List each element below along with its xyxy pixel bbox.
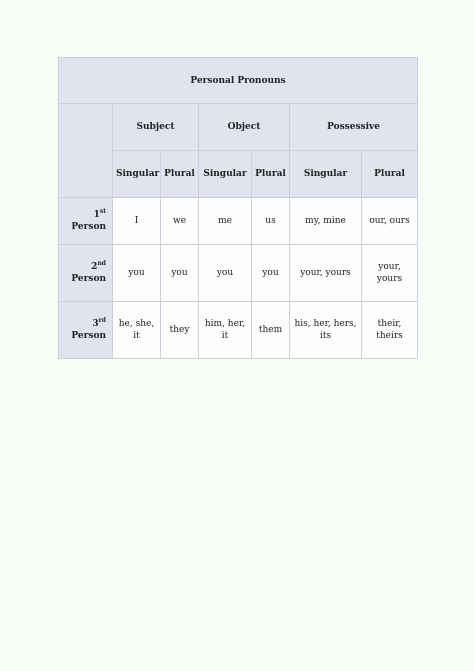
ordinal-suffix: st (99, 208, 106, 215)
cell-object-plural: them (252, 302, 290, 359)
group-possessive-header: Possessive (290, 104, 418, 151)
group-subject-header: Subject (113, 104, 199, 151)
possessive-singular-header: Singular (290, 151, 362, 198)
cell-object-plural: us (252, 198, 290, 245)
cell-possessive-singular: my, mine (290, 198, 362, 245)
cell-possessive-plural: your, yours (362, 245, 418, 302)
row-header-first-person (59, 198, 113, 245)
cell-object-plural: you (252, 245, 290, 302)
object-plural-header: Plural (252, 151, 290, 198)
cell-subject-singular: you (113, 245, 161, 302)
row-header-second-person (59, 245, 113, 302)
table-title: Personal Pronouns (59, 58, 418, 104)
title-row (59, 58, 418, 104)
possessive-plural-header: Plural (362, 151, 418, 198)
number-header-row (59, 151, 418, 198)
group-object-header: Object (199, 104, 290, 151)
ordinal-number: 1 (93, 210, 100, 220)
subject-singular-header: Singular (113, 151, 161, 198)
person-label: Person (71, 274, 106, 284)
table-row (59, 245, 418, 302)
corner-cell (59, 104, 113, 198)
person-label: Person (71, 331, 106, 341)
row-header-third-person (59, 302, 113, 359)
cell-subject-singular: he, she, it (113, 302, 161, 359)
ordinal-number: 2 (91, 262, 98, 272)
cell-possessive-plural: their, theirs (362, 302, 418, 359)
cell-possessive-singular: his, her, hers, its (290, 302, 362, 359)
table-row (59, 302, 418, 359)
cell-object-singular: him, her, it (199, 302, 252, 359)
cell-possessive-singular: your, yours (290, 245, 362, 302)
cell-possessive-plural: our, ours (362, 198, 418, 245)
cell-subject-singular: I (113, 198, 161, 245)
ordinal-suffix: nd (97, 260, 106, 267)
ordinal-number: 3 (92, 319, 99, 329)
object-singular-header: Singular (199, 151, 252, 198)
cell-object-singular: you (199, 245, 252, 302)
cell-subject-plural: they (161, 302, 199, 359)
cell-object-singular: me (199, 198, 252, 245)
ordinal-suffix: rd (98, 317, 106, 324)
group-header-row (59, 104, 418, 151)
person-label: Person (71, 222, 106, 232)
cell-subject-plural: we (161, 198, 199, 245)
subject-plural-header: Plural (161, 151, 199, 198)
cell-subject-plural: you (161, 245, 199, 302)
personal-pronouns-table (58, 57, 418, 359)
table-row (59, 198, 418, 245)
